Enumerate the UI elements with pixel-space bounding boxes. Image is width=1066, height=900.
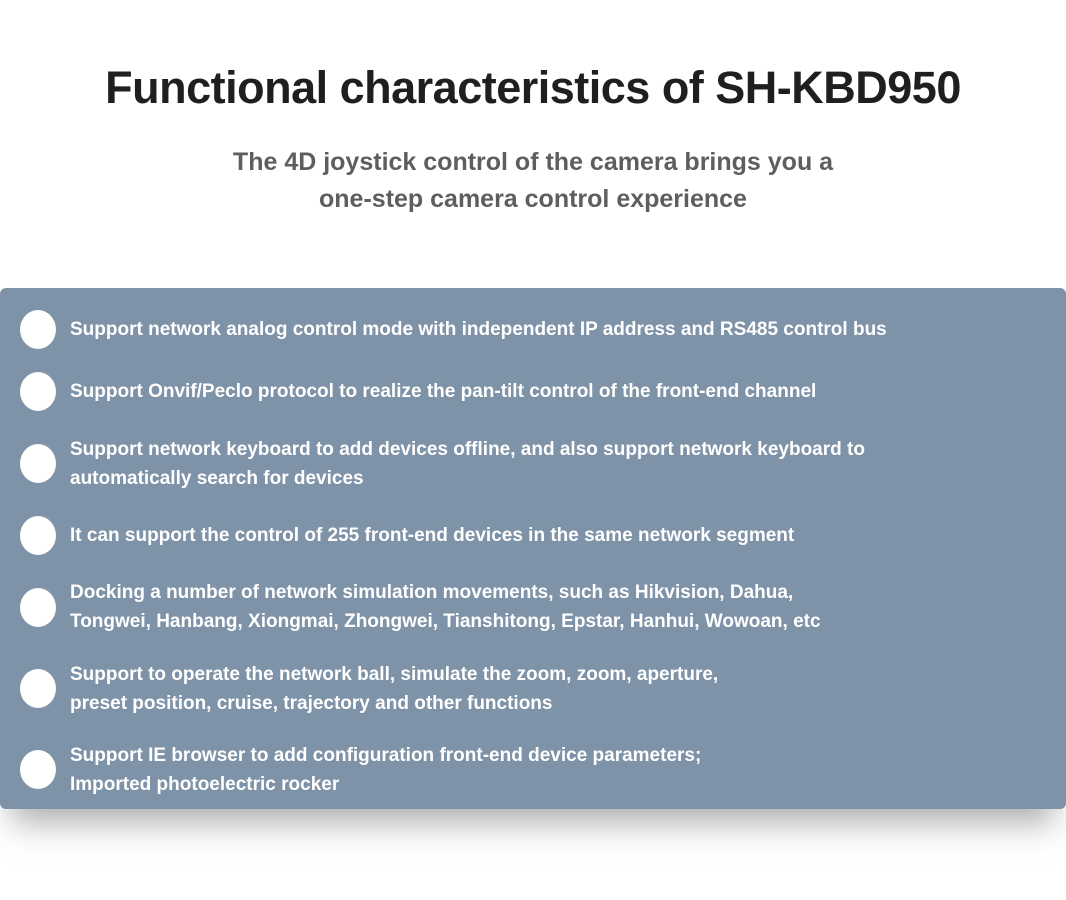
- feature-line: preset position, cruise, trajectory and other functions: [70, 692, 553, 714]
- feature-text: [70, 578, 821, 636]
- feature-text: [70, 377, 816, 406]
- feature-line: Support to operate the network ball, simulate the zoom, zoom, aperture,: [70, 663, 719, 685]
- feature-item: [20, 741, 1026, 799]
- subtitle-line-2: one-step camera control experience: [319, 184, 747, 213]
- feature-text: [70, 521, 794, 550]
- feature-text: [70, 660, 718, 718]
- feature-line: Support IE browser to add configuration front-end device parameters;: [70, 744, 702, 766]
- bullet-circle-icon: [20, 669, 56, 708]
- bullet-circle-icon: [20, 310, 56, 349]
- bullet-circle-icon: [20, 444, 56, 483]
- feature-line: Imported photoelectric rocker: [70, 773, 340, 795]
- bullet-circle-icon: [20, 372, 56, 411]
- feature-line: Support network analog control mode with independent IP address and RS485 control bus: [70, 319, 887, 340]
- feature-text: [70, 741, 701, 799]
- feature-line: Support network keyboard to add devices offline, and also support network keyboard to: [70, 438, 865, 460]
- feature-line: It can support the control of 255 front-end devices in the same network segment: [70, 524, 795, 546]
- feature-item: [20, 660, 1026, 718]
- feature-item: [20, 372, 1026, 411]
- feature-item: [20, 578, 1026, 636]
- feature-line: automatically search for devices: [70, 467, 364, 489]
- feature-item: [20, 310, 1026, 349]
- bullet-circle-icon: [20, 588, 56, 627]
- subtitle-line-1: The 4D joystick control of the camera brings you a: [232, 147, 834, 176]
- page-title: Functional characteristics of SH-KBD950: [105, 62, 961, 113]
- feature-line: Tongwei, Hanbang, Xiongmai, Zhongwei, Tianshitong, Epstar, Hanhui, Wowoan, etc: [70, 611, 821, 633]
- feature-text: [70, 435, 865, 493]
- bullet-circle-icon: [20, 750, 56, 789]
- feature-line: Support Onvif/Peclo protocol to realize the pan-tilt control of the front-end channel: [70, 381, 817, 403]
- page-subtitle: [0, 144, 1066, 218]
- feature-item: [20, 516, 1026, 555]
- feature-panel: [0, 288, 1066, 809]
- bullet-circle-icon: [20, 516, 56, 555]
- feature-line: Docking a number of network simulation movements, such as Hikvision, Dahua,: [70, 582, 794, 604]
- feature-text: [70, 315, 887, 344]
- feature-item: [20, 435, 1026, 493]
